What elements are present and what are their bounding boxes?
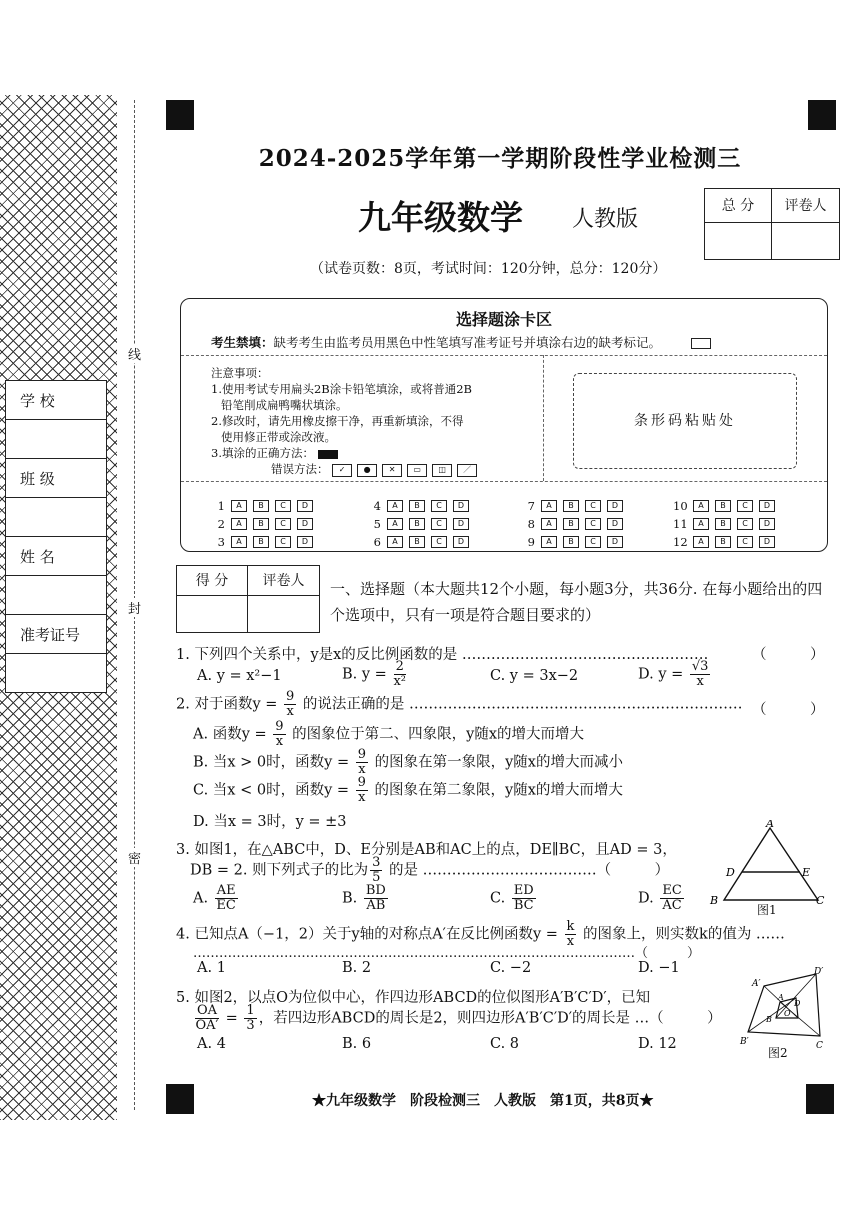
bubble-1-a[interactable]: A [231,500,247,512]
bubble-4-d[interactable]: D [453,500,469,512]
corner-mark-bl [166,1084,194,1114]
svg-text:C: C [816,894,825,907]
bubble-2-b[interactable]: B [253,518,269,530]
bubble-7-b[interactable]: B [563,500,579,512]
bubble-8-d[interactable]: D [607,518,623,530]
answer-row-6 [367,535,469,549]
bubble-7-a[interactable]: A [541,500,557,512]
section-title: 一、选择题（本大题共12个小题，每小题3分，共36分. 在每小题给出的四个选项中，只有一项是符合题目要求的） [330,580,823,624]
bubble-5-a[interactable]: A [387,518,403,530]
bubble-5-d[interactable]: D [453,518,469,530]
q2-stem: 2. 对于函数y = $\frac{9}{x}$ 的说法正确的是 …………………………………………………………… [176,689,743,719]
page-footer: ★九年级数学 阶段检测三 人教版 第1页，共8页★ [312,1093,654,1109]
svg-text:B′: B′ [740,1037,749,1047]
bubble-11-c[interactable]: C [737,518,753,530]
seal-char-seal: 封 [128,598,141,617]
q2-option-a: A. 函数y = $\frac{9}{x}$ 的图象位于第二、四象限，y随x的增大而增大 [193,719,585,749]
bubble-3-d[interactable]: D [297,536,313,548]
total-label: 总 分 [705,189,772,223]
exam-id-label: 准考证号 [6,615,106,654]
answer-row-10 [673,499,775,513]
answer-number: 9 [527,535,535,549]
figure-2-caption: 图2 [768,1046,788,1060]
answer-row-5 [367,517,469,531]
q1-stem: 1. 下列四个关系中，y是x的反比例函数的是 …………………………………………… [176,647,709,663]
bubble-2-d[interactable]: D [297,518,313,530]
bubble-12-b[interactable]: B [715,536,731,548]
q2-option-c: C. 当x < 0时，函数y = $\frac{9}{x}$ 的图象在第二象限，y随x的增大而增大 [193,775,623,805]
bubble-4-c[interactable]: C [431,500,447,512]
q2-option-b: B. 当x > 0时，函数y = $\frac{9}{x}$ 的图象在第一象限，y随x的增大而减小 [193,747,623,777]
total-field[interactable] [705,223,772,259]
answer-number: 4 [373,499,381,513]
answer-number: 8 [527,517,535,531]
bubble-7-c[interactable]: C [585,500,601,512]
answer-row-1 [211,499,313,513]
q3-option-a: A. $\frac{AE}{EC}$ [193,883,236,913]
bubble-1-c[interactable]: C [275,500,291,512]
card-title: 选择题涂卡区 [455,310,552,329]
wrong-fill-samples: ✓ ● ✕ ▭ ◫ ／ [332,464,477,477]
q3-option-b: B. $\frac{BD}{AB}$ [342,883,386,913]
bubble-9-d[interactable]: D [607,536,623,548]
bubble-7-d[interactable]: D [607,500,623,512]
q5-option-a: A. 4 [197,1036,226,1052]
svg-text:D: D [794,999,801,1008]
answer-number: 2 [217,517,225,531]
svg-text:B: B [766,1015,772,1024]
total-score-table [704,188,840,260]
edition-label: 人教版 [572,207,639,232]
bubble-5-c[interactable]: C [431,518,447,530]
answer-row-9 [521,535,623,549]
answer-number: 1 [217,499,225,513]
corner-mark-tr [808,100,836,130]
bubble-10-a[interactable]: A [693,500,709,512]
bubble-8-b[interactable]: B [563,518,579,530]
bubble-11-b[interactable]: B [715,518,731,530]
q5-option-d: D. 12 [638,1036,677,1052]
answer-number: 6 [373,535,381,549]
q1-option-d: D. y = $\frac{√3}{x}$ [638,659,709,689]
exam-id-field[interactable] [6,654,106,692]
bubble-8-c[interactable]: C [585,518,601,530]
answer-number: 7 [527,499,535,513]
q4-line2: …………………………………………………………………………………………（ ） [193,946,701,961]
section-grader-field[interactable] [248,596,319,632]
q3-line1: 3. 如图1，在△ABC中，D、E分别是AB和AC上的点，DE∥BC，且AD = 3， [176,842,677,858]
q1-option-a: A. y = x²−1 [197,668,282,684]
answer-number: 12 [673,535,688,549]
q5-line1: 5. 如图2，以点O为位似中心，作四边形ABCD的位似图形A′B′C′D′，已知 [176,990,651,1006]
svg-text:A′: A′ [752,979,761,989]
answer-row-11 [673,517,775,531]
absent-note: 考生禁填：缺考考生由监考员用黑色中性笔填写准考证号并填涂右边的缺考标记。 [211,333,711,351]
q4-line1: 4. 已知点A（−1，2）关于y轴的对称点A′在反比例函数y = $\frac{k}{x}$ 的图象上，则实数k的值为 …… [176,919,785,949]
bubble-9-a[interactable]: A [541,536,557,548]
bubble-2-a[interactable]: A [231,518,247,530]
bubble-1-b[interactable]: B [253,500,269,512]
barcode-area: 条形码粘贴处 [573,373,797,469]
class-field[interactable] [6,498,106,537]
answer-row-4 [367,499,469,513]
answer-number: 5 [373,517,381,531]
paper-info: （试卷页数：8页，考试时间：120分钟，总分：120分） [310,261,667,277]
bubble-12-a[interactable]: A [693,536,709,548]
svg-text:A: A [766,820,774,830]
bubble-3-b[interactable]: B [253,536,269,548]
bubble-3-a[interactable]: A [231,536,247,548]
answer-row-3 [211,535,313,549]
section-score-table: 得 分 评卷人 [176,565,320,633]
grader-label: 评卷人 [772,189,839,223]
corner-mark-tl [166,100,194,130]
q3-option-c: C. $\frac{ED}{BC}$ [490,883,534,913]
school-field[interactable] [6,420,106,459]
answer-row-2 [211,517,313,531]
svg-text:D′: D′ [814,967,824,977]
seal-char-line: 线 [128,344,141,363]
q2-bracket: （ ） [752,702,825,718]
class-label: 班 级 [6,459,106,498]
bubble-10-d[interactable]: D [759,500,775,512]
exam-title: 2024-2025学年第一学期阶段性学业检测三 [258,145,742,172]
answer-row-7 [521,499,623,513]
svg-text:E: E [802,866,811,879]
q5-option-b: B. 6 [342,1036,372,1052]
name-label: 姓 名 [6,537,106,576]
section-score-field[interactable] [177,596,248,632]
q1-option-c: C. y = 3x−2 [490,668,579,684]
svg-text:C: C [816,1041,823,1051]
figure-1-caption: 图1 [757,903,777,917]
q5-option-c: C. 8 [490,1036,520,1052]
bubble-2-c[interactable]: C [275,518,291,530]
q2-option-d: D. 当x = 3时，y = ±3 [193,814,347,830]
q1-bracket: （ ） [752,647,825,663]
bubble-4-a[interactable]: A [387,500,403,512]
bubble-10-b[interactable]: B [715,500,731,512]
bubble-6-a[interactable]: A [387,536,403,548]
answer-number: 3 [217,535,225,549]
notes: 注意事项： 1.使用考试专用扁头2B涂卡铅笔填涂，或将普通2B 铅笔削成扁鸭嘴状填涂。 2.修改时，请先用橡皮擦干净，再重新填涂，不得 使用修正带或涂改液。 3.填涂的正确方法： 错误方法： ✓ ● ✕ ▭ ◫ ／ [211,365,477,477]
answer-number: 10 [673,499,688,513]
bubble-8-a[interactable]: A [541,518,557,530]
svg-text:A: A [778,993,784,1002]
q4-option-c: C. −2 [490,960,532,976]
grader-field[interactable] [772,223,839,259]
bubble-5-b[interactable]: B [409,518,425,530]
q1-option-b: B. y = $\frac{2}{\text{x²}}$ [342,659,406,689]
bubble-6-b[interactable]: B [409,536,425,548]
bubble-4-b[interactable]: B [409,500,425,512]
bubble-12-d[interactable]: D [759,536,775,548]
name-field[interactable] [6,576,106,615]
answer-row-8 [521,517,623,531]
q4-option-d: D. −1 [638,960,680,976]
school-label: 学 校 [6,381,106,420]
student-info-table [5,380,107,693]
corner-mark-br [806,1084,834,1114]
correct-fill-sample [318,450,338,459]
seal-char-secret: 密 [128,848,141,867]
answer-number: 11 [673,517,688,531]
bubble-12-c[interactable]: C [737,536,753,548]
bubble-1-d[interactable]: D [297,500,313,512]
absent-mark-box[interactable] [691,338,711,349]
svg-text:O: O [784,1009,791,1018]
svg-text:B: B [710,894,719,907]
answer-row-12 [673,535,775,549]
bubble-9-b[interactable]: B [563,536,579,548]
bubble-11-a[interactable]: A [693,518,709,530]
bubble-10-c[interactable]: C [737,500,753,512]
bubble-6-d[interactable]: D [453,536,469,548]
answer-card [180,298,828,552]
q4-option-b: B. 2 [342,960,372,976]
subject-title: 九年级数学 [358,198,523,237]
q3-option-d: D. $\frac{EC}{AC}$ [638,883,682,913]
q4-option-a: A. 1 [197,960,226,976]
bubble-3-c[interactable]: C [275,536,291,548]
bubble-9-c[interactable]: C [585,536,601,548]
q3-line2: DB = 2. 则下列式子的比为 $\frac{3}{5}$ 的是 ………………………………（ ） [190,855,670,885]
q5-line2: $\frac{OA}{OA'}$ = $\frac{1}{3}$ ，若四边形ABCD的周长是2，则四边形A′B′C′D′的周长是 …（ ） [195,1003,722,1033]
bubble-11-d[interactable]: D [759,518,775,530]
bubble-6-c[interactable]: C [431,536,447,548]
svg-text:D: D [726,866,735,879]
